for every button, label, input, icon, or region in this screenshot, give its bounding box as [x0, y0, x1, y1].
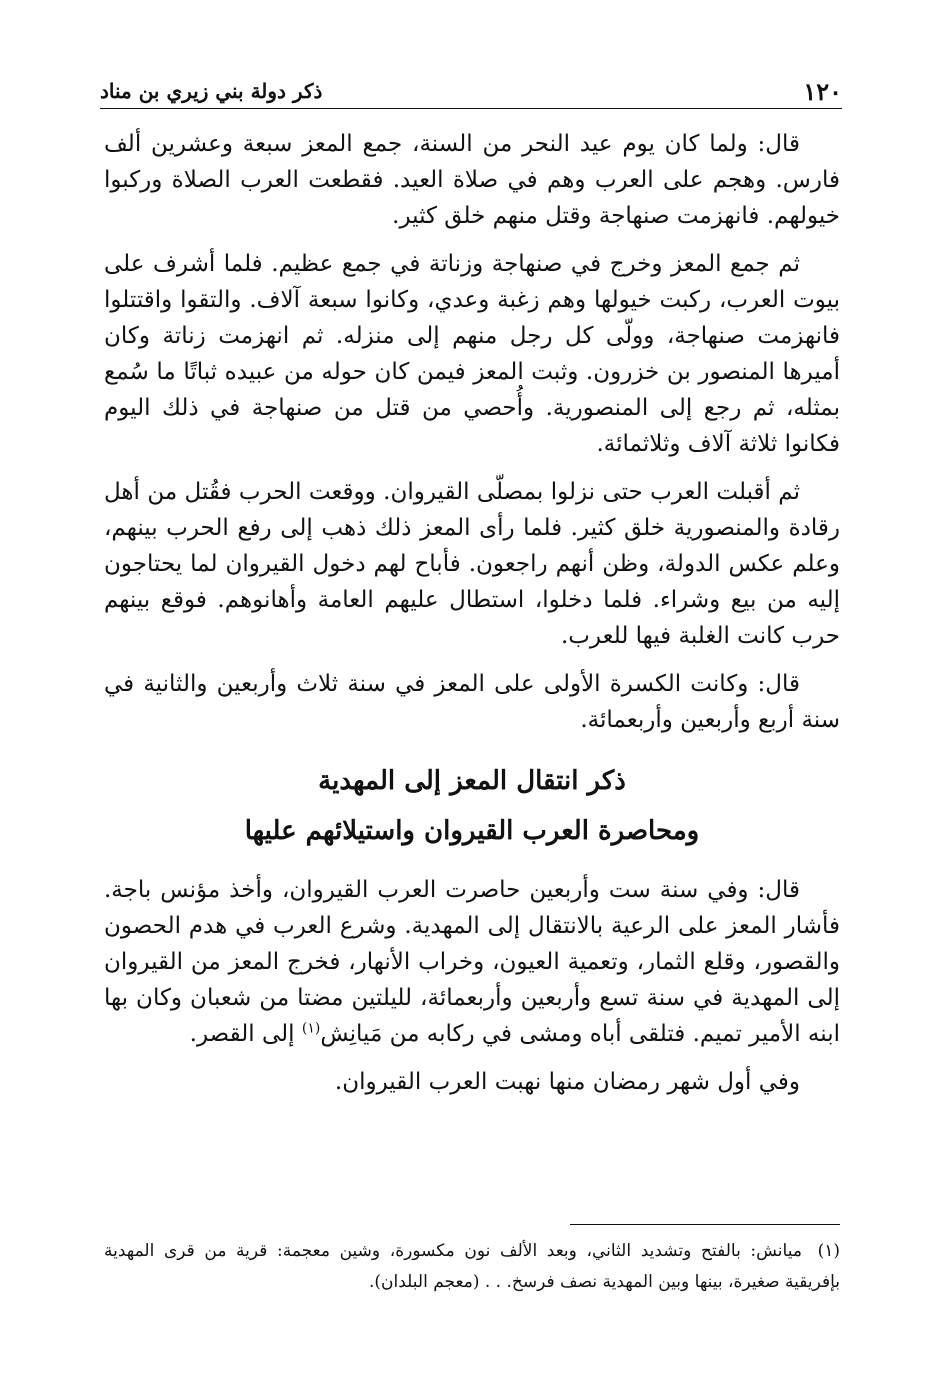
paragraph: قال: ولما كان يوم عيد النحر من السنة، جمع المعز سبعة وعشرين ألف فارس. وهجم على العرب وهم في صلاة العيد. فقطعت العرب الصلاة وركبوا خيولهم. فانهزمت صنهاجة وقتل منهم خلق كثير.: [104, 131, 840, 229]
footnote-number: (١): [817, 1241, 841, 1261]
main-text: [104, 126, 840, 1112]
paragraph: قال: وكانت الكسرة الأولى على المعز في سنة ثلاث وأربعين والثانية في سنة أربع وأربعين وأربعمائة.: [104, 671, 840, 733]
paragraph-text: قال: وفي سنة ست وأربعين حاصرت العرب القيروان، وأخذ مؤنس باجة. فأشار المعز على الرعية بالانتقال إلى المهدية. وشرع العرب في هدم الحصون والقصور، وقلع الثمار، وتعمية العيون، وخراب الأنهار، فخرج المعز من القيروان إلى المهدية في سنة تسع وأربعين وأربعمائة، لليلتين مضتا من شعبان وكان بها ابنه الأمير تميم. فتلقى أباه ومشى في ركابه من مَيانِش: [104, 877, 840, 1047]
footnote-divider: [570, 1224, 840, 1225]
footnote-text: ميانش: بالفتح وتشديد الثاني، وبعد الألف نون مكسورة، وشين معجمة: قرية من قرى المهدية بإفريقية صغيرة، بينها وبين المهدية نصف فرسخ. . . (معجم البلدان).: [104, 1241, 840, 1292]
footnote: [104, 1236, 840, 1298]
footnote-marker: (١): [301, 1020, 321, 1037]
paragraph: [104, 872, 840, 1052]
paragraph: وفي أول شهر رمضان منها نهبت العرب القيروان.: [334, 1069, 800, 1095]
paragraph: ثم جمع المعز وخرج في صنهاجة وزناتة في جمع عظيم. فلما أشرف على بيوت العرب، ركبت خيولها وهم زغبة وعدي، وكانوا سبعة آلاف. والتقوا واقتتلوا فانهزمت صنهاجة، وولّى كل رجل منهم إلى منزله. ثم انهزمت زناتة وكان أميرها المنصور بن خزرون. وثبت المعز فيمن كان حوله من عبيده ثباتًا ما سُمع بمثله، ثم رجع إلى المنصورية. وأُحصي من قتل من صنهاجة في ذلك اليوم فكانوا ثلاثة آلاف وثلاثمائة.: [104, 251, 840, 457]
section-heading-line-2: ومحاصرة العرب القيروان واستيلائهم عليها: [244, 816, 700, 846]
section-heading: [104, 756, 840, 856]
paragraph-text-end: إلى القصر.: [189, 1021, 302, 1047]
section-heading-line-1: ذكر انتقال المعز إلى المهدية: [318, 766, 626, 796]
paragraph: ثم أقبلت العرب حتى نزلوا بمصلّى القيروان. ووقعت الحرب فقُتل من أهل رقادة والمنصورية خلق كثير. فلما رأى المعز ذلك ذهب إلى رفع الحرب بينهم، وعلم عكس الدولة، وظن أنهم راجعون. فأباح لهم دخول القيروان لما يحتاجون إليه من بيع وشراء. فلما دخلوا، استطال عليهم العامة وأهانوهم. فوقع بينهم حرب كانت الغلبة فيها للعرب.: [104, 479, 840, 649]
running-title: ذكر دولة بني زيري بن مناد: [100, 79, 323, 103]
page-header: [100, 74, 842, 109]
page-number: ١٢٠: [803, 76, 842, 106]
